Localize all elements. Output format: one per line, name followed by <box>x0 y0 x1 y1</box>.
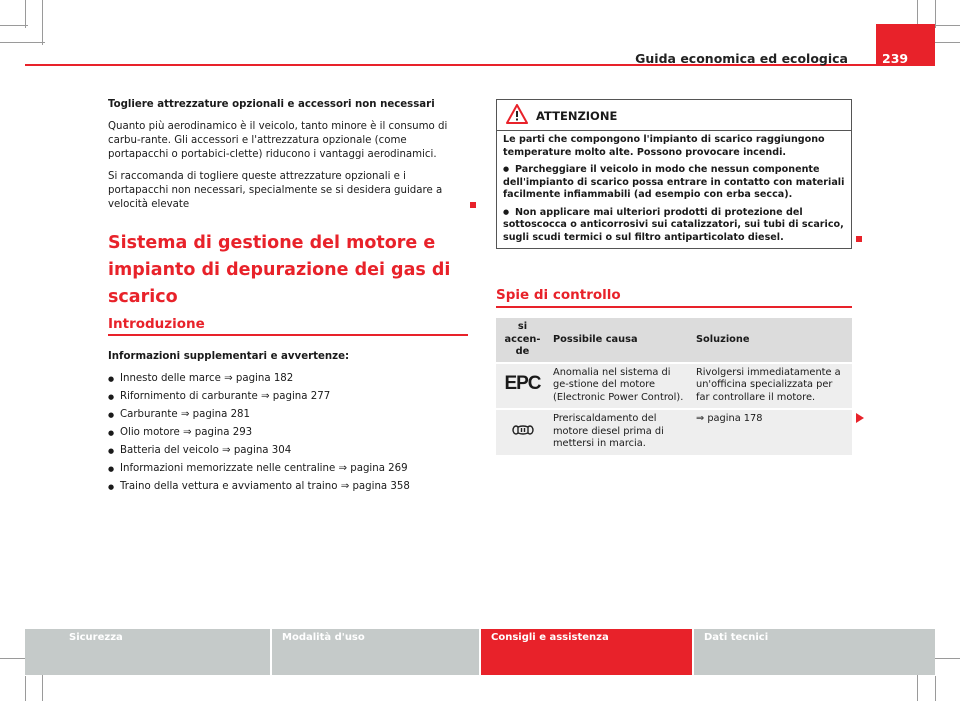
column-header: Soluzione <box>692 318 852 363</box>
crop-mark <box>935 0 936 28</box>
crop-mark <box>932 25 960 26</box>
crop-mark <box>25 0 26 28</box>
crop-mark <box>0 25 28 26</box>
warning-triangle-icon <box>506 104 528 128</box>
warning-bullet: ● Parcheggiare il veicolo in modo che nessun componente dell'impianto di scarico possa entrare in contatto con materiali facilmente infiammabili (ad esempio con erba secca). <box>503 164 845 200</box>
glow-plug-icon <box>496 409 549 455</box>
page-number: 239 <box>882 51 909 66</box>
warning-lights-table <box>496 318 852 455</box>
footer-tab-modalita[interactable]: Modalità d'uso <box>272 629 479 675</box>
epc-icon: EPC <box>496 363 549 410</box>
list-item[interactable]: ● Batteria del veicolo ⇒ pagina 304 <box>108 444 468 458</box>
crop-mark <box>42 0 43 45</box>
list-item[interactable]: ● Innesto delle marce ⇒ pagina 182 <box>108 372 468 386</box>
crop-mark <box>0 42 45 43</box>
warning-intro: Le parti che compongono l'impianto di scarico raggiungono temperature molto alte. Possono provocare incendi. <box>503 134 825 158</box>
continue-arrow-icon <box>856 408 864 427</box>
section-end-mark <box>470 202 476 208</box>
spie-heading: Spie di controllo <box>496 287 852 308</box>
warning-box <box>496 99 852 249</box>
solution-cell: Rivolgersi immediatamente a un'officina specializzata per far controllare il motore. <box>692 363 852 410</box>
warning-body <box>497 131 851 244</box>
table-row <box>496 409 852 455</box>
table-header-row <box>496 318 852 363</box>
crop-mark <box>25 676 26 701</box>
list-item[interactable]: ● Rifornimento di carburante ⇒ pagina 277 <box>108 390 468 404</box>
info-label: Informazioni supplementari e avvertenze: <box>108 351 350 362</box>
cause-cell: Anomalia nel sistema di ge-stione del motore (Electronic Power Control). <box>549 363 692 410</box>
paragraph: Quanto più aerodinamico è il veicolo, tanto minore è il consumo di carbu-rante. Gli accessori e l'attrezzatura opzionale (come portapacchi o portabici-clette) riducono i vantaggi aerodinamici. <box>108 121 448 160</box>
list-item[interactable]: ● Traino della vettura e avviamento al traino ⇒ pagina 358 <box>108 480 468 494</box>
intro-heading: Introduzione <box>108 317 468 336</box>
column-header: si accen-de <box>496 318 549 363</box>
warning-header <box>497 100 851 131</box>
footer-tab-dati-tecnici[interactable]: Dati tecnici <box>694 629 935 675</box>
sub-heading: Togliere attrezzature opzionali e accessori non necessari <box>108 99 435 110</box>
table-row <box>496 363 852 410</box>
warning-title: ATTENZIONE <box>536 109 618 123</box>
crop-mark <box>935 676 936 701</box>
reference-list <box>108 372 468 494</box>
solution-cell[interactable]: ⇒ pagina 178 <box>692 409 852 455</box>
list-item[interactable]: ● Olio motore ⇒ pagina 293 <box>108 426 468 440</box>
column-header: Possibile causa <box>549 318 692 363</box>
paragraph: Si raccomanda di togliere queste attrezzature opzionali e i portapacchi non necessari, specialmente se si desidera guidare a velocità elevate <box>108 170 468 212</box>
warning-bullet: ● Non applicare mai ulteriori prodotti di protezione del sottoscocca o anticorrosivi sui catalizzatori, sui tubi di scarico, sugli scudi termici o sul filtro antiparticolato diesel. <box>503 206 844 243</box>
section-heading: Sistema di gestione del motore e impianto di depurazione dei gas di scarico <box>108 233 451 307</box>
list-item[interactable]: ● Carburante ⇒ pagina 281 <box>108 408 468 422</box>
section-end-mark <box>856 236 862 242</box>
section-title: Guida economica ed ecologica <box>635 51 848 66</box>
list-item[interactable]: ● Informazioni memorizzate nelle centraline ⇒ pagina 269 <box>108 462 468 476</box>
footer-tab-sicurezza[interactable]: Sicurezza <box>25 629 270 675</box>
footer-tab-consigli[interactable]: Consigli e assistenza <box>481 629 692 675</box>
cause-cell: Preriscaldamento del motore diesel prima di mettersi in marcia. <box>549 409 692 455</box>
left-column <box>108 98 468 498</box>
